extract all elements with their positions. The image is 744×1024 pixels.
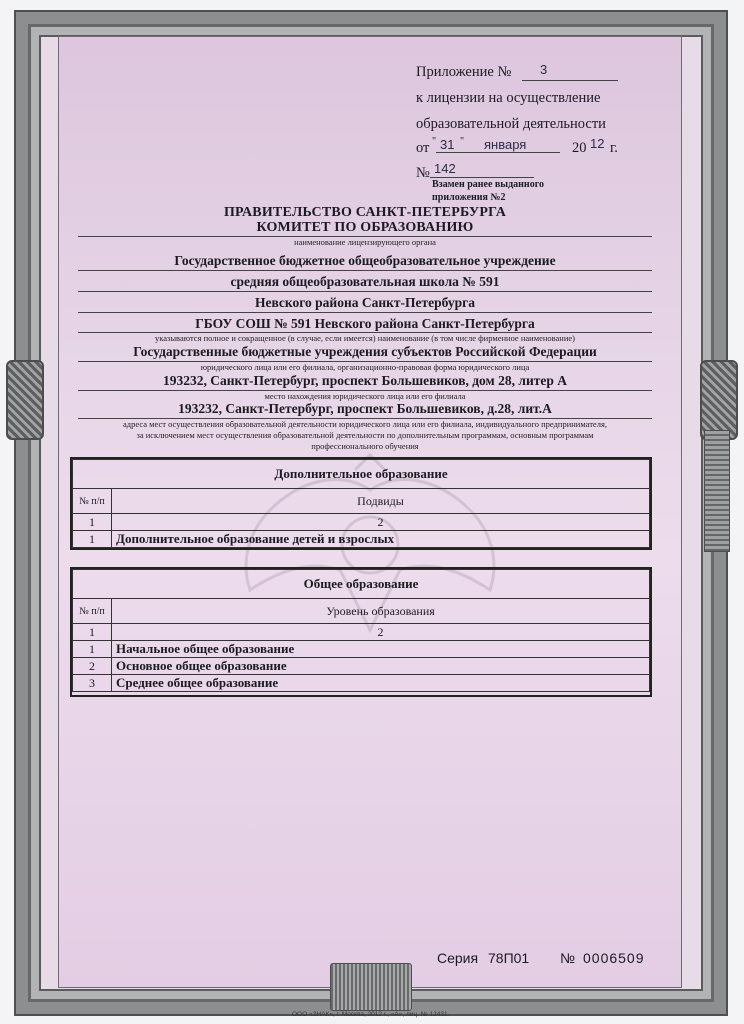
date-prefix: от	[416, 140, 430, 156]
org-activity-address: 193232, Санкт-Петербург, проспект Большевиков, д.28, лит.А	[178, 401, 552, 416]
table-row	[73, 641, 650, 658]
org-name-caption: указываются полное и сокращенное (в случае, если имеется) наименование (в том числе фирменное наименование)	[154, 333, 576, 343]
appendix-number: 3	[540, 62, 548, 77]
org-legal-form: Государственные бюджетные учреждения субъектов Российской Федерации	[133, 344, 597, 359]
authority-line1: ПРАВИТЕЛЬСТВО САНКТ-ПЕТЕРБУРГА	[223, 205, 507, 220]
general-col-name: Уровень образования	[112, 599, 650, 624]
date-month: января	[484, 137, 527, 152]
table-row	[73, 531, 650, 548]
appendix-no-value: 142	[434, 161, 456, 176]
serial-no-value: 0006509	[583, 950, 645, 966]
additional-index-num: 1	[73, 514, 112, 531]
org-full-2: средняя общеобразовательная школа № 591	[230, 274, 500, 289]
org-activity-caption-2: за исключением мест осуществления образовательной деятельности по дополнительным программам, основным программам	[136, 430, 594, 440]
additional-col-num: № п/п	[73, 489, 112, 514]
general-table-title: Общее образование	[73, 570, 650, 599]
additional-index-name: 2	[112, 514, 650, 531]
hologram-seal	[330, 963, 412, 1011]
additional-row-num: 1	[73, 531, 112, 548]
general-index-num: 1	[73, 624, 112, 641]
general-col-num: № п/п	[73, 599, 112, 624]
general-row-name: Начальное общее образование	[112, 641, 650, 658]
general-row-num: 1	[73, 641, 112, 658]
table-row	[73, 675, 650, 692]
authority-caption: наименование лицензирующего органа	[294, 237, 436, 247]
org-address-caption: место нахождения юридического лица или его филиала	[264, 391, 466, 401]
general-row-name: Среднее общее образование	[112, 675, 650, 692]
org-short: ГБОУ СОШ № 591 Невского района Санкт-Петербурга	[195, 316, 535, 331]
org-address: 193232, Санкт-Петербург, проспект Большевиков, дом 28, литер А	[163, 373, 567, 388]
org-activity-caption-3: профессионального обучения	[311, 441, 419, 451]
additional-row-name: Дополнительное образование детей и взрослых	[112, 531, 650, 548]
date-year-suffix: г.	[610, 140, 618, 156]
additional-col-name: Подвиды	[112, 489, 650, 514]
series-value: 78П01	[488, 950, 530, 966]
general-index-name: 2	[112, 624, 650, 641]
ornament-knot-right	[700, 360, 738, 440]
security-stripe-right	[704, 430, 730, 552]
org-full-1: Государственное бюджетное общеобразовательное учреждение	[174, 253, 556, 268]
authority-line2: КОМИТЕТ ПО ОБРАЗОВАНИЮ	[256, 220, 474, 235]
additional-education-table	[70, 457, 652, 550]
replaced-note-1: Взамен ранее выданного	[432, 179, 544, 190]
table-row	[73, 658, 650, 675]
general-row-num: 2	[73, 658, 112, 675]
date-year: 12	[590, 136, 605, 151]
replaced-note-2: приложения №2	[432, 192, 506, 203]
date-day: 31	[440, 137, 455, 152]
general-row-num: 3	[73, 675, 112, 692]
appendix-line1: к лицензии на осуществление	[416, 90, 601, 106]
printer-footer: ООО «ЗНАК», г. Москва, 2012 г., «А», лиц. № 12431.	[292, 1011, 450, 1018]
org-legal-caption: юридического лица или его филиала, организационно-правовая форма юридического лица	[200, 362, 530, 372]
appendix-line2: образовательной деятельности	[416, 116, 606, 132]
date-year-prefix: 20	[572, 140, 587, 156]
series-label: Серия	[437, 950, 479, 966]
additional-table-title: Дополнительное образование	[73, 460, 650, 489]
ornament-knot-left	[6, 360, 44, 440]
org-full-3: Невского района Санкт-Петербурга	[254, 295, 476, 310]
appendix-no-label: №	[416, 165, 430, 181]
org-activity-caption-1: адреса мест осуществления образовательной деятельности юридического лица или его филиала, индивидуального предпринимателя,	[122, 419, 607, 429]
appendix-label: Приложение №	[416, 64, 512, 80]
serial-no-label: №	[560, 950, 576, 966]
general-row-name: Основное общее образование	[112, 658, 650, 675]
general-education-table	[70, 567, 652, 697]
